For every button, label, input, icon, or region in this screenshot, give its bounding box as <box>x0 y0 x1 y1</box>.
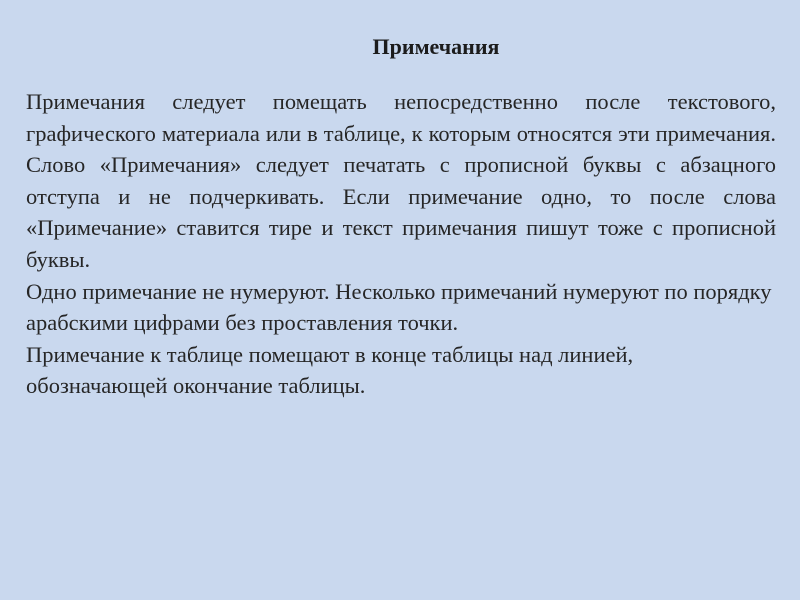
slide-title: Примечания <box>372 34 500 59</box>
paragraph-notes-placement: Примечания следует помещать непосредственно после текстового, графического материала или в таблице, к которым относятся эти примечания. Слово «Примечания» следует печатать с прописной буквы с абзацного отступа и не подчеркивать. Если примечание одно, то после слова «Примечание» ставится тире и текст примечания пишут тоже с прописной буквы. <box>26 89 776 272</box>
slide-body <box>26 86 776 402</box>
paragraph-table-note: Примечание к таблице помещают в конце таблицы над линией, обозначающей окончание таблицы. <box>26 341 634 399</box>
paragraph-notes-numbering: Одно примечание не нумеруют. Несколько примечаний нумеруют по порядку арабскими цифрами без проставления точки. <box>26 278 772 336</box>
